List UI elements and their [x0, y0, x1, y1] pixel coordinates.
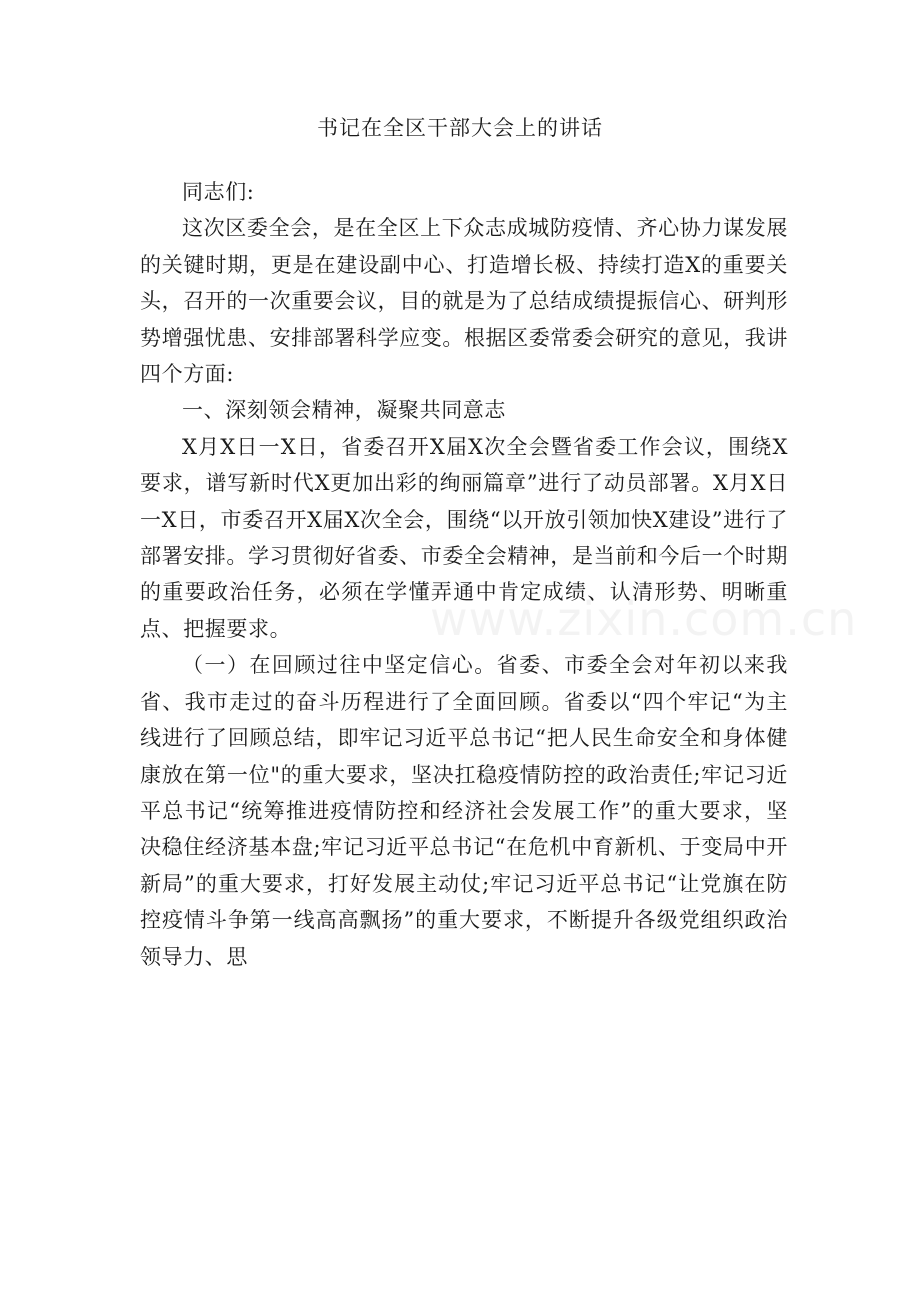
body-paragraph: X月X日一X日，省委召开X届X次全会暨省委工作会议，围绕X要求，谱写新时代X更加出彩的绚丽篇章”进行了动员部署。X月X日一X日，市委召开X届X次全会，围绕“以开放引领加快X建设”进行了部署安排。学习贯彻好省委、市委全会精神，是当前和今后一个时期的重要政治任务，必须在学懂弄通中肯定成绩、认清形势、明晰重点、把握要求。	[140, 434, 788, 641]
document-title: 书记在全区干部大会上的讲话	[317, 116, 603, 140]
section-heading: 一、深刻领会精神，凝聚共同意志	[182, 398, 506, 423]
document-body	[140, 174, 788, 975]
body-paragraph: （一）在回顾过往中坚定信心。省委、市委全会对年初以来我省、我市走过的奋斗历程进行了全面回顾。省委以“四个牢记“为主线进行了回顾总结，即牢记习近平总书记“把人民生命安全和身体健康放在第一位"的重大要求，坚决扛稳疫情防控的政治责任;牢记习近平总书记“统筹推进疫情防控和经济社会发展工作”的重大要求，坚决稳住经济基本盘;牢记习近平总书记“在危机中育新机、于变局中开新局”的重大要求，打好发展主动仗;牢记习近平总书记“让党旗在防控疫情斗争第一线高高飘扬”的重大要求，不断提升各级党组织政治领导力、思	[140, 653, 788, 969]
intro-paragraph: 这次区委全会，是在全区上下众志成城防疫情、齐心协力谋发展的关键时期，更是在建设副中心、打造增长极、持续打造X的重要关头，召开的一次重要会议，目的就是为了总结成绩提振信心、研判形势增强忧患、安排部署科学应变。根据区委常委会研究的意见，我讲四个方面:	[140, 216, 788, 387]
watermark: www.zixin.com.cn	[430, 592, 858, 646]
salutation-paragraph: 同志们:	[182, 180, 255, 204]
